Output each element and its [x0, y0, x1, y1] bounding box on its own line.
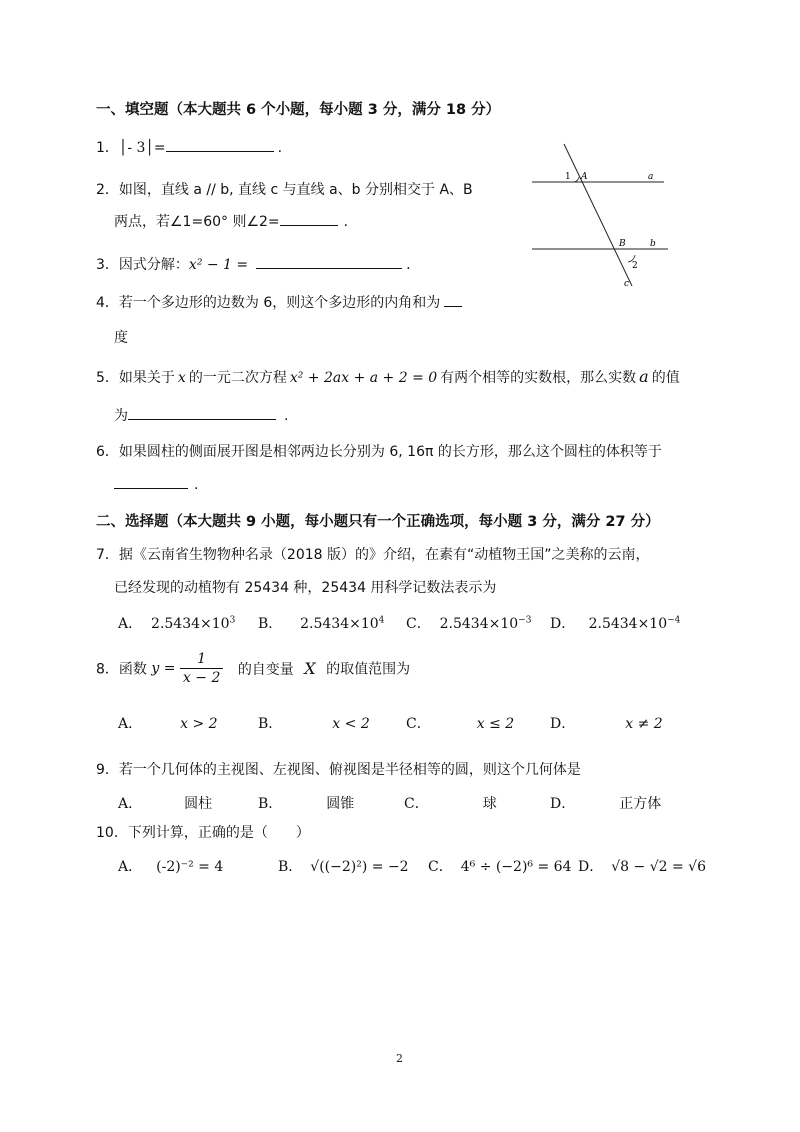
angle-1-arc — [574, 177, 579, 182]
q8-lhs: y = — [151, 660, 176, 677]
q9-option-c-text: 球 — [482, 796, 497, 812]
question-2-line2 — [114, 211, 348, 231]
q7-option-b-letter: B． — [258, 616, 283, 632]
q7-option-c-letter: C． — [406, 616, 431, 632]
q8-option-a-text: x > 2 — [180, 716, 218, 732]
q8-fraction — [180, 650, 223, 687]
q6-line1: 6．如果圆柱的侧面展开图是相邻两边长分别为 6, 16π 的长方形，那么这个圆柱的体积等于 — [96, 444, 662, 460]
q8-suffix: 的取值范围为 — [326, 661, 411, 678]
q9-option-a-letter: A． — [118, 796, 143, 812]
q9-option-a-text: 圆柱 — [184, 796, 213, 812]
q10-option-a[interactable] — [118, 856, 223, 876]
q7-option-d-exp: −4 — [667, 615, 681, 626]
q5-answer-blank[interactable] — [128, 405, 276, 420]
question-5-line2 — [114, 405, 288, 425]
q5-part3: 有两个相等的实数根，那么实数 — [440, 370, 637, 386]
q1-expression: │- 3│= — [118, 140, 166, 156]
q10-line1: 10．下列计算，正确的是（ ） — [96, 825, 310, 841]
q10-option-d[interactable] — [578, 856, 706, 876]
q5-var-a: a — [639, 367, 649, 386]
q7-option-a[interactable] — [118, 613, 235, 633]
q10-option-c-text: 4⁶ ÷ (−2)⁶ = 64 — [460, 859, 572, 875]
q8-option-b-letter: B． — [258, 716, 283, 732]
q5-part4: 的值 — [651, 370, 680, 386]
q7-option-d-letter: D． — [550, 616, 576, 632]
label-B: B — [619, 239, 626, 249]
q5-end: . — [284, 408, 289, 424]
q8-option-d[interactable] — [550, 713, 663, 733]
q8-option-c-letter: C． — [406, 716, 431, 732]
q7-option-a-letter: A． — [118, 616, 143, 632]
q7-option-b[interactable] — [258, 613, 384, 633]
q1-number: 1． — [96, 140, 119, 156]
label-1: 1 — [565, 172, 571, 182]
q10-option-d-letter: D． — [578, 859, 604, 875]
q9-option-b[interactable] — [258, 793, 354, 813]
q3-expression: x² − 1 = — [188, 257, 249, 273]
q9-option-c[interactable] — [404, 793, 497, 813]
q9-option-a[interactable] — [118, 793, 212, 813]
q2-line2-text: 两点，若∠1=60° 则∠2= — [114, 214, 280, 230]
q8-denominator: x − 2 — [182, 670, 221, 686]
q8-option-b-text: x < 2 — [332, 716, 370, 732]
question-6-line2 — [114, 474, 198, 493]
q9-option-d[interactable] — [550, 793, 661, 813]
q8-option-a-letter: A． — [118, 716, 143, 732]
section1-title: 一、填空题（本大题共 6 个小题，每小题 3 分，满分 18 分） — [96, 102, 501, 118]
question-5-line1 — [96, 367, 680, 387]
q5-part1: 5．如果关于 — [96, 370, 175, 386]
q10-option-a-letter: A． — [118, 859, 143, 875]
q7-option-d[interactable] — [550, 613, 680, 633]
q10-option-b[interactable] — [278, 856, 409, 876]
q10-option-c-letter: C． — [428, 859, 453, 875]
q7-option-a-exp: 3 — [229, 615, 236, 626]
q7-option-b-text: 2.5434×10 — [300, 616, 379, 632]
q2-answer-blank[interactable] — [280, 211, 338, 226]
q9-option-b-letter: B． — [258, 796, 283, 812]
q2-end: . — [343, 214, 349, 230]
q9-line1: 9．若一个几何体的主视图、左视图、俯视图是半径相等的圆，则这个几何体是 — [96, 762, 581, 778]
q1-end: . — [277, 140, 283, 156]
q8-prefix: 8．函数 — [96, 661, 147, 678]
q7-option-b-exp: 4 — [378, 615, 385, 626]
q8-option-b[interactable] — [258, 713, 370, 733]
q2-line1: 2．如图，直线 a // b, 直线 c 与直线 a、b 分别相交于 A、B — [96, 182, 473, 198]
q7-option-c[interactable] — [406, 613, 531, 633]
q3-end: . — [406, 257, 411, 273]
section2-title: 二、选择题（本大题共 9 小题，每小题只有一个正确选项，每小题 3 分，满分 27 分） — [96, 514, 660, 530]
q8-mid: 的自变量 — [237, 661, 294, 678]
q10-option-b-letter: B． — [278, 859, 303, 875]
q7-line2: 已经发现的动植物有 25434 种，25434 用科学记数法表示为 — [114, 580, 497, 596]
q9-option-b-text: 圆锥 — [326, 796, 355, 812]
label-A: A — [581, 172, 588, 182]
q10-option-d-text: √8 − √2 = √6 — [611, 859, 706, 875]
q1-answer-blank[interactable] — [166, 137, 274, 152]
label-2: 2 — [632, 261, 638, 271]
q8-numerator: 1 — [180, 650, 223, 669]
question-4-line1 — [96, 292, 462, 312]
question-3 — [96, 254, 411, 274]
q10-option-c[interactable] — [428, 856, 572, 876]
q8-var: X — [304, 659, 316, 678]
q3-number: 3．因式分解： — [96, 257, 189, 273]
q4-line1-text: 4．若一个多边形的边数为 6，则这个多边形的内角和为 — [96, 295, 441, 311]
q10-option-b-text: √((−2)²) = −2 — [310, 859, 409, 875]
line-c — [564, 144, 632, 286]
q9-option-d-letter: D． — [550, 796, 576, 812]
question-8 — [96, 650, 410, 687]
q3-answer-blank[interactable] — [256, 254, 402, 269]
q5-equation: x² + 2ax + a + 2 = 0 — [289, 370, 438, 386]
q4-answer-blank[interactable] — [444, 292, 462, 307]
q7-line1: 7．据《云南省生物物种名录（2018 版）的》介绍，在素有“动植物王国”之美称的云南， — [96, 547, 650, 563]
q8-option-d-text: x ≠ 2 — [625, 716, 663, 732]
question-1 — [96, 137, 282, 157]
q9-option-c-letter: C． — [404, 796, 429, 812]
label-b: b — [650, 239, 656, 249]
q6-answer-blank[interactable] — [114, 474, 188, 489]
q5-part2: 的一元二次方程 — [188, 370, 287, 386]
q7-option-c-exp: −3 — [518, 615, 532, 626]
label-c: c — [624, 279, 630, 289]
q4-line2: 度 — [114, 330, 128, 346]
q7-option-c-text: 2.5434×10 — [439, 616, 519, 632]
label-a: a — [648, 172, 654, 182]
q9-option-d-text: 正方体 — [619, 796, 662, 812]
q8-option-d-letter: D． — [550, 716, 576, 732]
q7-option-d-text: 2.5434×10 — [588, 616, 668, 632]
q8-option-c-text: x ≤ 2 — [476, 716, 515, 732]
q8-option-a[interactable] — [118, 713, 218, 733]
q6-end: . — [194, 477, 199, 493]
q7-option-a-text: 2.5434×10 — [151, 616, 230, 632]
q5-var-x: x — [177, 370, 186, 386]
q10-option-a-text: (-2)⁻² = 4 — [156, 859, 224, 875]
q8-option-c[interactable] — [406, 713, 514, 733]
q5-line2-text: 为 — [114, 408, 128, 424]
parallel-lines-figure — [528, 142, 678, 292]
page-number: 2 — [396, 1052, 403, 1065]
